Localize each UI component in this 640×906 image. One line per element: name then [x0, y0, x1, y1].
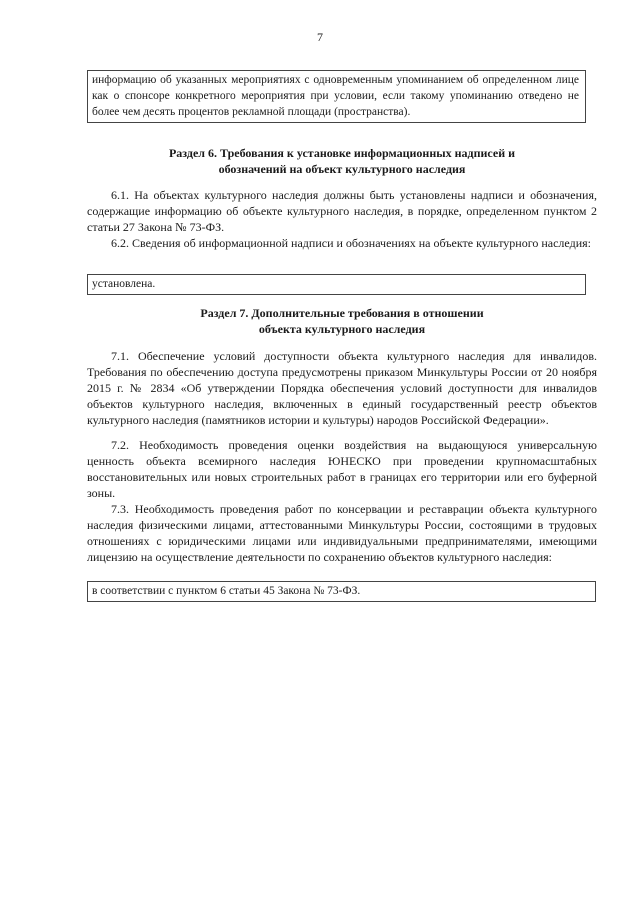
- restoration-requirement-box: [87, 581, 596, 602]
- page-number: 7: [317, 30, 323, 44]
- section-6-title-line2: обозначений на объект культурного наследия: [218, 162, 466, 176]
- paragraph-7-3: 7.3. Необходимость проведения работ по консервации и реставрации объекта культурного наследия физическими лицами, аттестованными Минкультуры России, состоящими в трудовых отношениях с юридическими лицами или индивидуальными предпринимателями, имеющими лицензию на осуществление деятельности по сохранению объектов культурного наследия:: [87, 502, 597, 564]
- inscription-status-box: [87, 274, 586, 295]
- section-6-title-line1: Раздел 6. Требования к установке информационных надписей и: [168, 146, 516, 160]
- restoration-requirement-text: в соответствии с пунктом 6 статьи 45 Закона № 73-ФЗ.: [92, 585, 361, 597]
- sponsor-info-text: информацию об указанных мероприятиях с одновременным упоминанием об определенном лице как о спонсоре конкретного мероприятия при условии, если такому упоминанию отведено не более чем десять процентов рекламной площади (пространства).: [92, 74, 579, 118]
- section-6-heading: [87, 145, 597, 177]
- section-7-heading: [87, 305, 597, 337]
- inscription-status-text: установлена.: [92, 278, 156, 290]
- sponsor-info-box: [87, 70, 586, 123]
- paragraph-6-1: 6.1. На объектах культурного наследия должны быть установлены надписи и обозначения, содержащие информацию об объекте культурного наследия, в порядке, определенном пунктом 2 статьи 27 Закона № 73-ФЗ.: [87, 188, 597, 234]
- section-7-title-line1: Раздел 7. Дополнительные требования в отношении: [200, 306, 484, 320]
- section-7-title-line2: объекта культурного наследия: [258, 322, 426, 336]
- paragraph-7-1: 7.1. Обеспечение условий доступности объекта культурного наследия для инвалидов. Требования по обеспечению доступа предусмотрены приказом Минкультуры России от 20 ноября 2015 г. № 2834 «Об утверждении Порядка обеспечения условий доступности для инвалидов объектов культурного наследия, включенных в единый государственный реестр объектов культурного наследия (памятников истории и культуры) народов Российской Федерации».: [87, 349, 597, 427]
- paragraph-6-2: 6.2. Сведения об информационной надписи и обозначениях на объекте культурного наследия:: [111, 236, 591, 250]
- paragraph-7-2: 7.2. Необходимость проведения оценки воздействия на выдающуюся универсальную ценность объекта всемирного наследия ЮНЕСКО при проведении крупномасштабных восстановительных или новых строительных работ в границах его территории или его буферной зоны.: [87, 438, 597, 500]
